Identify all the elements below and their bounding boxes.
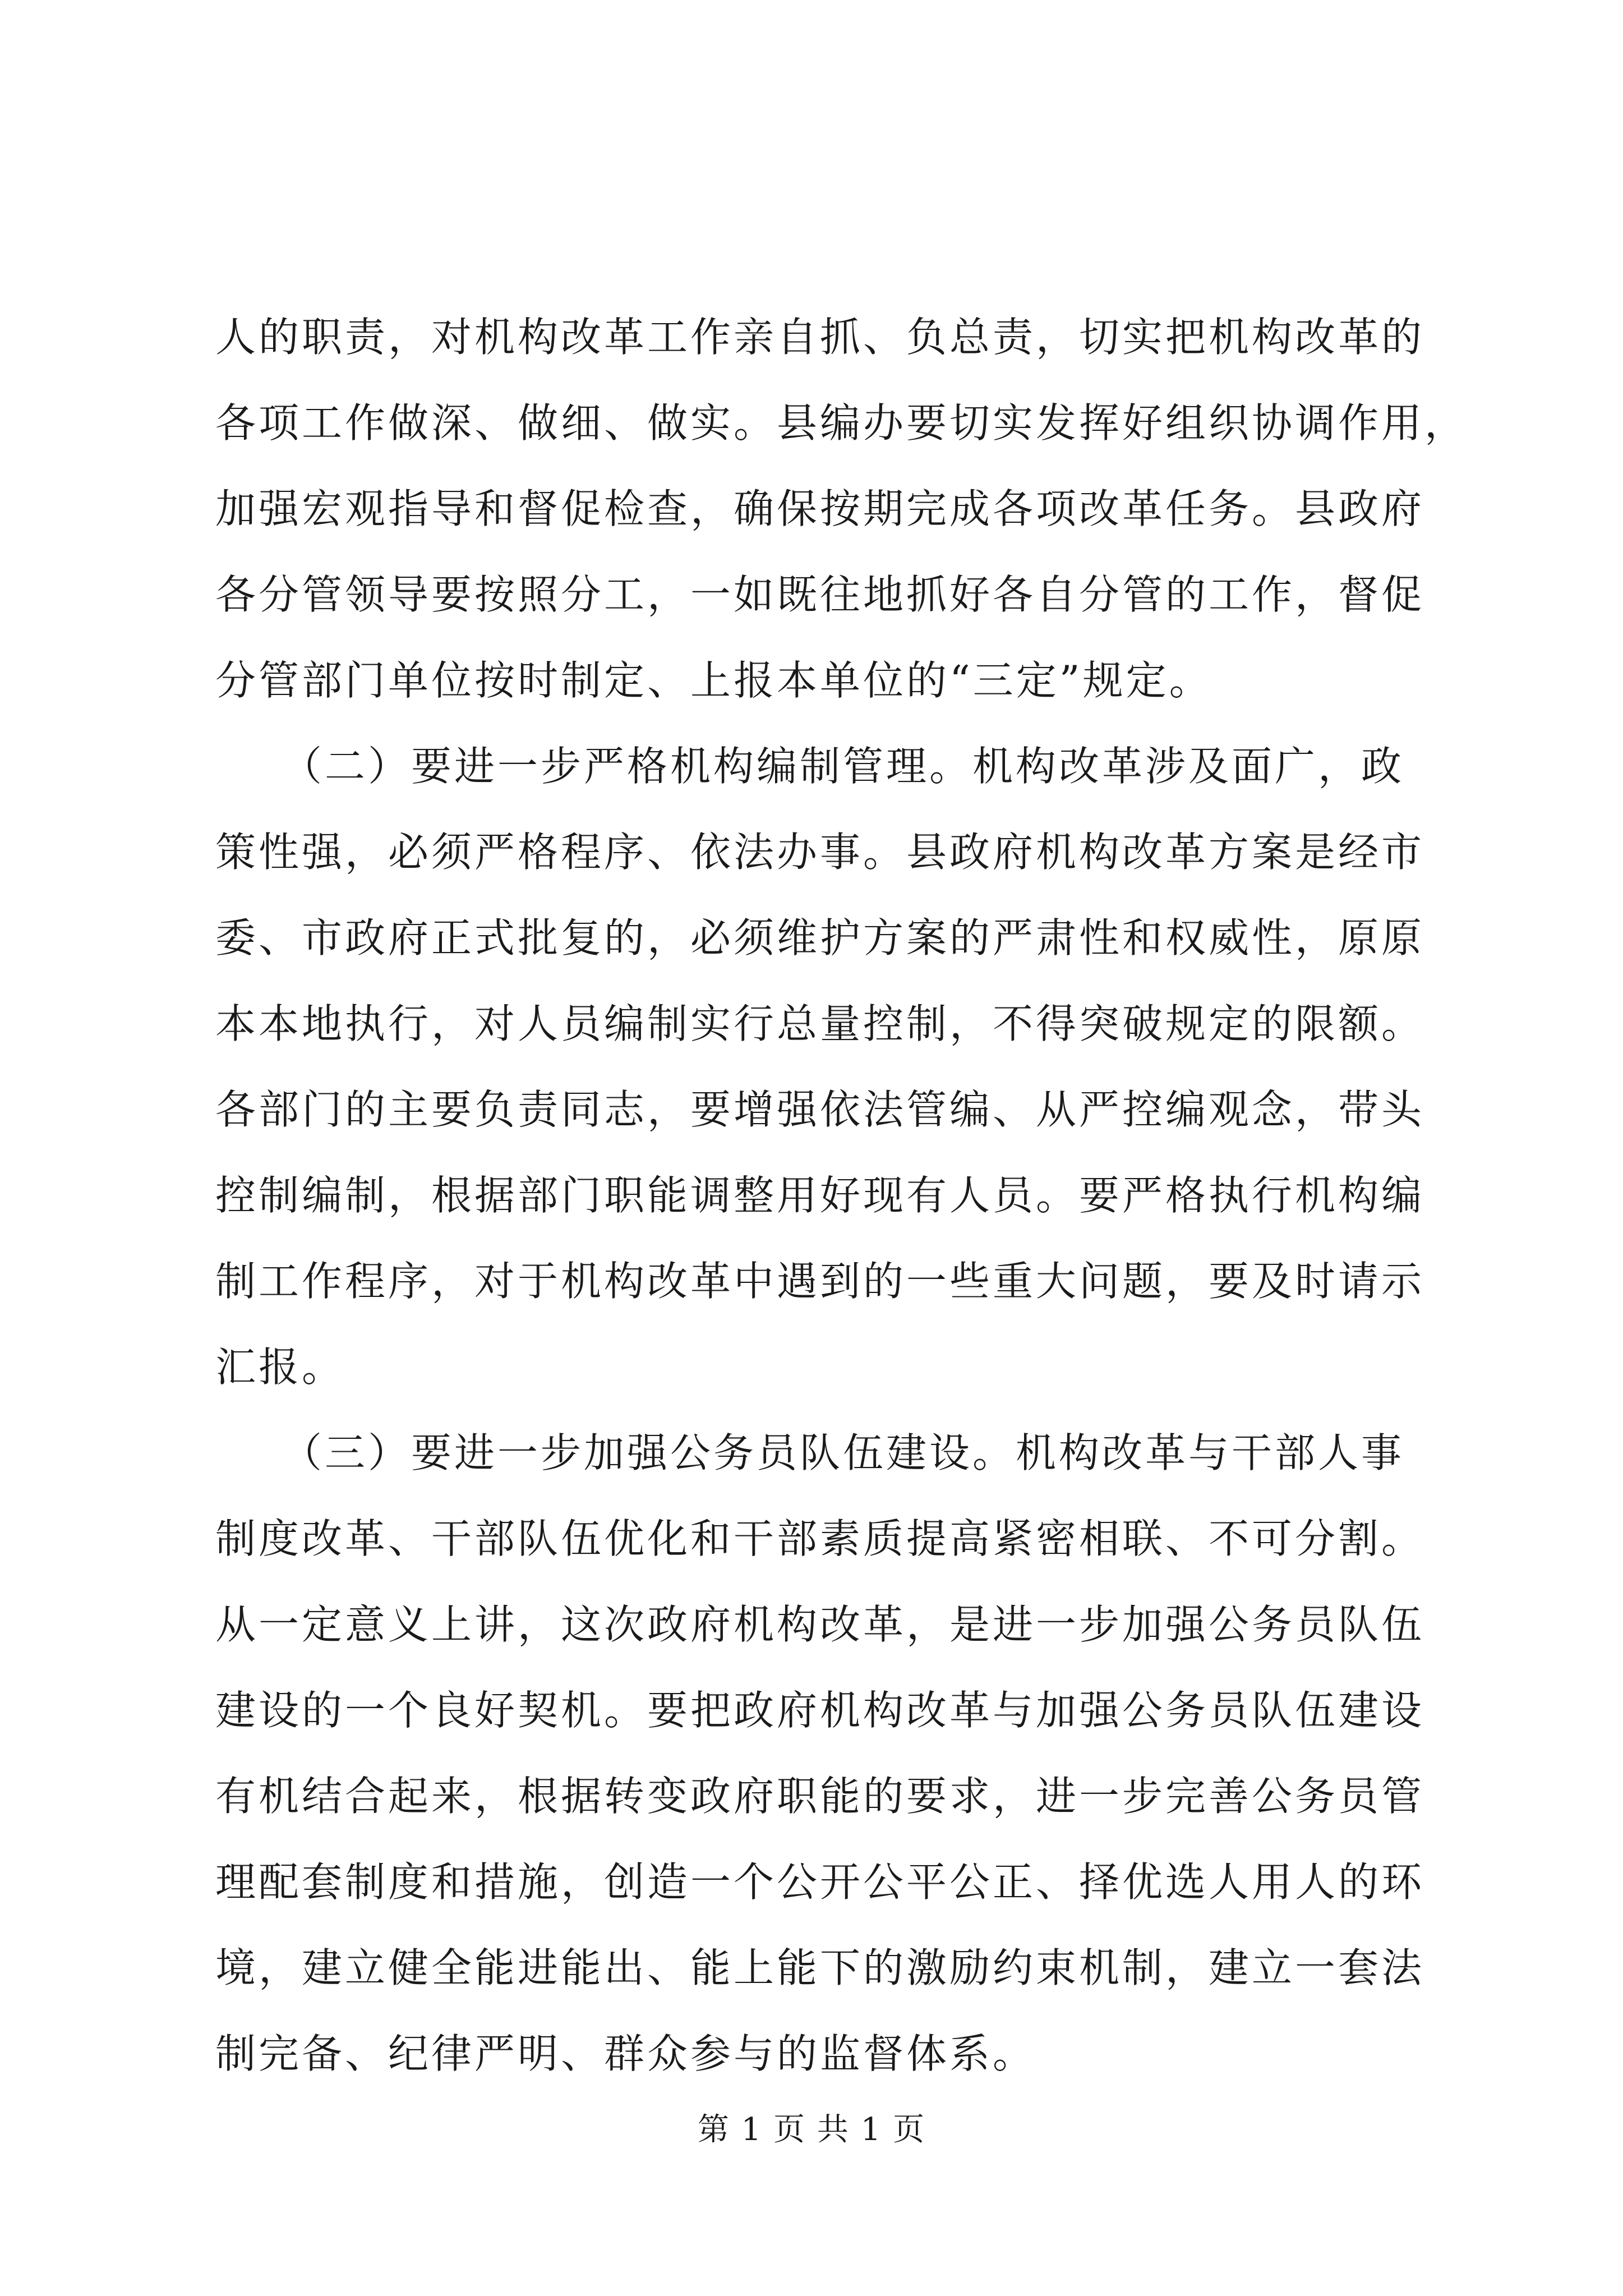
text-line: 制度改革、干部队伍优化和干部素质提高紧密相联、不可分割。: [215, 1515, 1425, 1562]
text-line: 境，建立健全能进能出、能上能下的激励约束机制，建立一套法: [215, 1944, 1425, 1991]
text-line: 各分管领导要按照分工，一如既往地抓好各自分管的工作，督促: [215, 571, 1425, 618]
text-line: （三）要进一步加强公务员队伍建设。机构改革与干部人事: [215, 1429, 1405, 1476]
paragraph-responsibility: [215, 295, 1468, 724]
text-line: 制完备、纪律严明、群众参与的监督体系。: [215, 2030, 1036, 2077]
text-line: （二）要进一步严格机构编制管理。机构改革涉及面广，政: [215, 743, 1405, 790]
text-line: 委、市政府正式批复的，必须维护方案的严肃性和权威性，原原: [215, 914, 1425, 961]
text-line: 制工作程序，对于机构改革中遇到的一些重大问题，要及时请示: [215, 1258, 1425, 1305]
text-line: 各项工作做深、做细、做实。县编办要切实发挥好组织协调作用，: [215, 399, 1468, 447]
text-line: 加强宏观指导和督促检查，确保按期完成各项改革任务。县政府: [215, 485, 1425, 532]
text-line: 有机结合起来，根据转变政府职能的要求，进一步完善公务员管: [215, 1773, 1425, 1820]
text-line: 分管部门单位按时制定、上报本单位的“三定”规定。: [215, 657, 1212, 704]
document-body: [215, 295, 1468, 2097]
text-line: 理配套制度和措施，创造一个公开公平公正、择优选人用人的环: [215, 1858, 1425, 1906]
text-line: 策性强，必须严格程序、依法办事。县政府机构改革方案是经市: [215, 829, 1425, 876]
text-line: 人的职责，对机构改革工作亲自抓、负总责，切实把机构改革的: [215, 314, 1425, 361]
text-line: 本本地执行，对人员编制实行总量控制，不得突破规定的限额。: [215, 1000, 1425, 1047]
paragraph-staffing-management: [215, 724, 1425, 1410]
page-number-footer: 第 1 页 共 1 页: [697, 2111, 926, 2148]
text-line: 各部门的主要负责同志，要增强依法管编、从严控编观念，带头: [215, 1086, 1425, 1133]
text-line: 汇报。: [215, 1343, 345, 1391]
paragraph-civil-servants: [215, 1410, 1425, 2097]
text-line: 从一定意义上讲，这次政府机构改革，是进一步加强公务员队伍: [215, 1601, 1425, 1648]
text-line: 建设的一个良好契机。要把政府机构改革与加强公务员队伍建设: [215, 1687, 1425, 1734]
text-line: 控制编制，根据部门职能调整用好现有人员。要严格执行机构编: [215, 1172, 1425, 1219]
